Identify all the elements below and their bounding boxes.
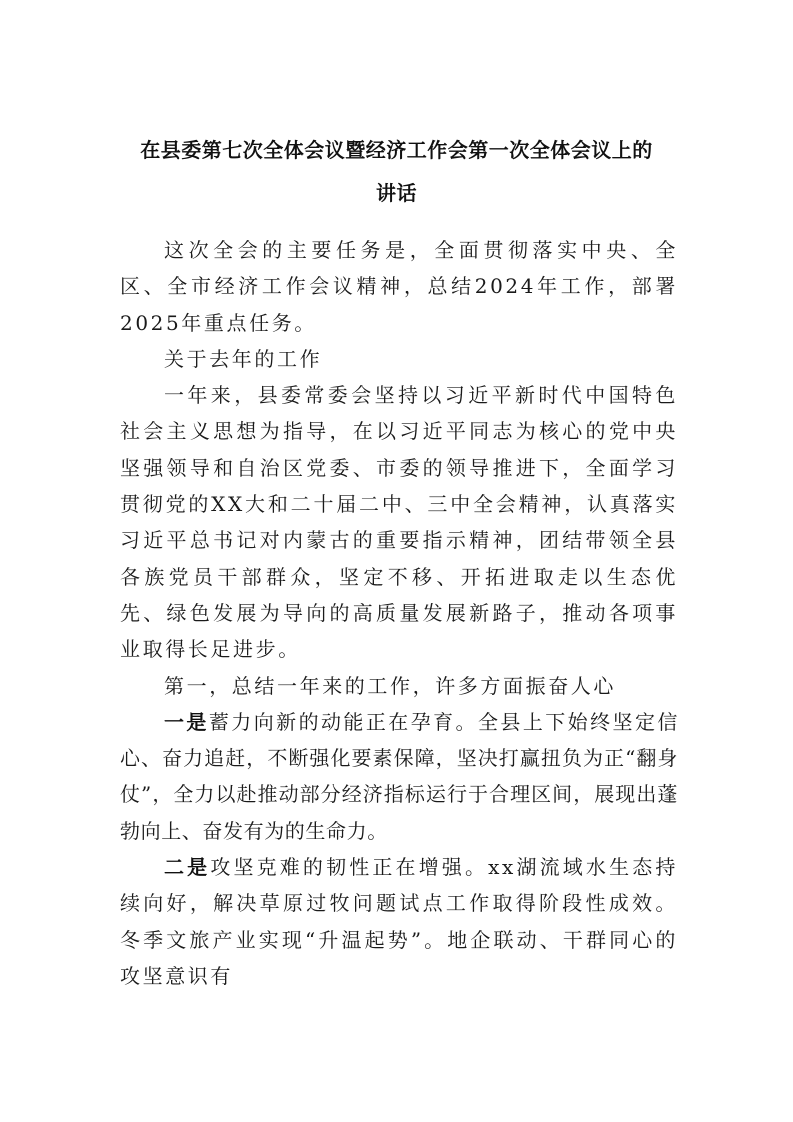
point-two-text: 攻坚克难的韧性正在增强。xx湖流域水生态持续向好，解决草原过牧问题试点工作取得阶段性成效。冬季文旅产业实现“升温起势”。地企联动、干群同心的攻坚意识有 xyxy=(120,855,678,988)
document-title-line-1: 在县委第七次全体会议暨经济工作会第一次全体会议上的 xyxy=(140,138,653,162)
paragraph-intro: 这次全会的主要任务是，全面贯彻落实中央、全区、全市经济工作会议精神，总结2024年工作，部署2025年重点任务。 xyxy=(120,238,678,335)
paragraph-point-one xyxy=(120,704,678,849)
point-one-lead: 一是 xyxy=(164,709,209,734)
section-heading-first: 第一，总结一年来的工作，许多方面振奋人心 xyxy=(164,673,616,698)
point-two-lead: 二是 xyxy=(164,855,211,880)
paragraph-overview: 一年来，县委常委会坚持以习近平新时代中国特色社会主义思想为指导，在以习近平同志为核心的党中央坚强领导和自治区党委、市委的领导推进下，全面学习贯彻党的XX大和二十届二中、三中全会精神，认真落实习近平总书记对内蒙古的重要指示精神，团结带领全县各族党员干部群众，坚定不移、开拓进取走以生态优先、绿色发展为导向的高质量发展新路子，推动各项事业取得长足进步。 xyxy=(120,383,678,662)
document-title-line-2: 讲话 xyxy=(376,181,417,205)
document-body xyxy=(120,232,678,994)
paragraph-point-two xyxy=(120,849,678,994)
section-heading-last-year: 关于去年的工作 xyxy=(164,346,323,371)
point-one-text: 蓄力向新的动能正在孕育。全县上下始终坚定信心、奋力追赶，不断强化要素保障，坚决打赢扭负为正“翻身仗”，全力以赴推动部分经济指标运行于合理区间，展现出蓬勃向上、奋发有为的生命力。 xyxy=(120,709,678,843)
